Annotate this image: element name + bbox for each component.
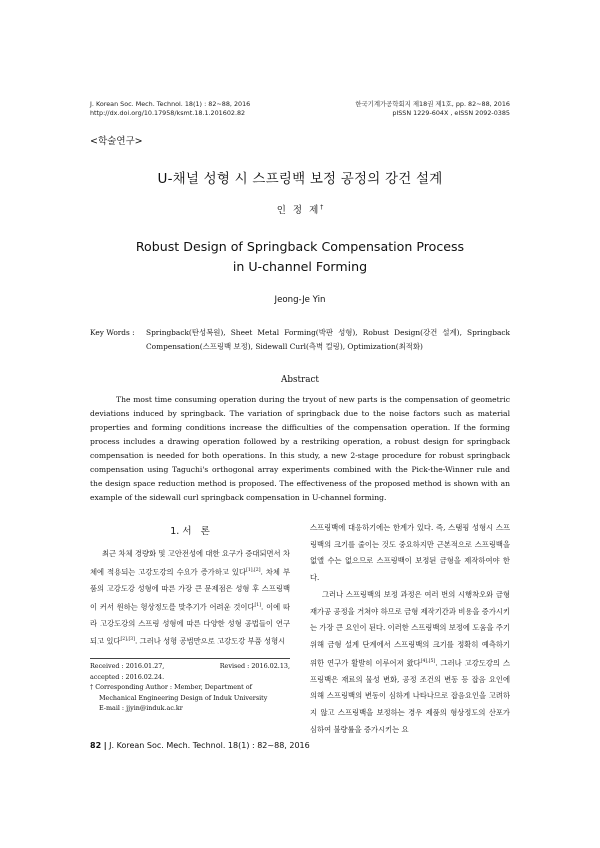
footnote-divider [90,658,290,659]
page-footer [90,741,310,750]
title-korean: U-채널 성형 시 스프링백 보정 공정의 강건 설계 [157,171,443,187]
doi-link[interactable]: http://dx.doi.org/10.17958/ksmt.18.1.201602.82 [90,108,246,117]
received-date: Received : 2016.01.27, [90,662,165,670]
author-korean-name: 인 정 제 [276,205,321,216]
journal-citation-korean [355,100,510,117]
intro-text: 최근 차체 경량화 및 고안전성에 대한 요구가 증대되면서 차체에 적용되는 고강도강의 수요가 증가하고 있다 [90,549,290,577]
footer-citation: J. Korean Soc. Mech. Technol. 18(1) : 82~88, 2016 [109,741,310,750]
abstract-heading: Abstract [281,375,319,385]
citation-ref[interactable]: [1] [254,602,262,608]
citation-line: J. Korean Soc. Mech. Technol. 18(1) : 82~88, 2016 [90,100,251,108]
citation-ref[interactable]: [2],[3] [120,637,135,643]
keywords [90,326,510,354]
keywords-text: Springback(탄성복원), Sheet Metal Forming(박판 성형), Robust Design(강건 설계), Springback Compensation(스프링백 보정), Sidewall Curl(측벽 컬링), Optimization(최적화) [146,328,510,351]
intro-column-right [310,520,510,739]
intro-paragraph [310,587,510,739]
citation-line-korean: 한국기계가공학회지 제18권 제1호, pp. 82~88, 2016 [355,100,510,108]
intro-paragraph: 스프링백에 대응하기에는 한계가 있다. 즉, 스탬핑 성형시 스프링백의 크기를 줄이는 것도 중요하지만 근본적으로 스프링백을 없앨 수는 없으므로 스프링백이 보정된 금형을 제작하여야 한다. [310,523,510,583]
title-english-line2: in U-channel Forming [232,259,368,274]
dates-row [90,661,290,672]
intro-text: . 이에 따라 고강도강의 스프링 성형에 따른 다양한 성형 공법들이 연구되고 있다 [90,601,290,646]
issn-line: pISSN 1229-604X , eISSN 2092-0385 [392,108,510,117]
title-english [0,237,600,277]
journal-citation [90,100,250,117]
title-english-line1: Robust Design of Springback Compensation Process [135,239,465,254]
corresponding-mark: † [320,203,324,211]
footnote [90,661,290,714]
introduction-heading: 1. 서 론 [170,526,210,537]
footer-separator: | [103,741,107,750]
page-number: 82 [90,741,102,750]
citation-ref[interactable]: [4],[5] [420,658,436,664]
accepted-date: accepted : 2016.02.24. [90,672,165,681]
affiliation: Mechanical Engineering Design of Induk University [99,693,268,702]
intro-text: . 차체 부품의 고강도강 성형에 따른 가장 큰 문제점은 성형 후 스프링백이 커서 원하는 형상정도를 맞추기가 어려운 것이다 [90,567,290,611]
section-label: <학술연구> [90,136,143,147]
abstract-text: The most time consuming operation during the tryout of new parts is the compensation of geometric deviations induced by springback. The variation of springback due to the noise factors such as material properties and forming conditions increase the difficulties of the compensation operation. If the forming process includes a drawing operation followed by a restriking operation, a robust design for springback compensation is needed for both operations. In this study, a new 2-stage procedure for robust springback compensation using Taguchi's orthogonal array experiments combined with the Pick-the-Winner rule and the design space reduction method is proposed. The effectiveness of the proposed method is shown with an example of the sidewall curl springback compensation in U-channel forming. [90,395,510,503]
email[interactable]: E-mail : jjyin@induk.ac.kr [99,704,183,713]
intro-text: . 그러나 고강도강의 스프링백은 재료의 물성 변화, 공정 조건의 변동 등 잡음 요인에 의해 스프링백의 변동이 심하게 나타나므로 잡음요인을 고려하지 않고 스프링백을 보정하는 경우 제품의 형상정도의 산포가 심하여 불량률을 증가시키는 요 [310,658,510,734]
intro-paragraph-left [90,546,290,650]
citation-ref[interactable]: [1],[2] [246,567,261,573]
intro-text: . 그러나 성형 공법만으로 고강도강 부품 성형시 [135,636,286,646]
author-english: Jeong-Je Yin [274,295,326,305]
revised-date: Revised : 2016.02.13, [219,662,290,670]
corresponding-author: † Corresponding Author : Member, Department of [90,683,252,692]
keywords-label: Key Words : [90,328,135,337]
author-korean [0,202,600,216]
intro-text: 그러나 스프링백의 보정 과정은 여러 번의 시행착오와 금형 재가공 공정을 거쳐야 하므로 금형 제작기간과 비용을 증가시키는 가장 큰 요인이 된다. 이러한 스프링백의 보정에 도움을 주기 위해 금형 설계 단계에서 스프링백의 크기를 정확히 예측하기 위한 연구가 활발히 이루어져 왔다 [310,589,510,668]
